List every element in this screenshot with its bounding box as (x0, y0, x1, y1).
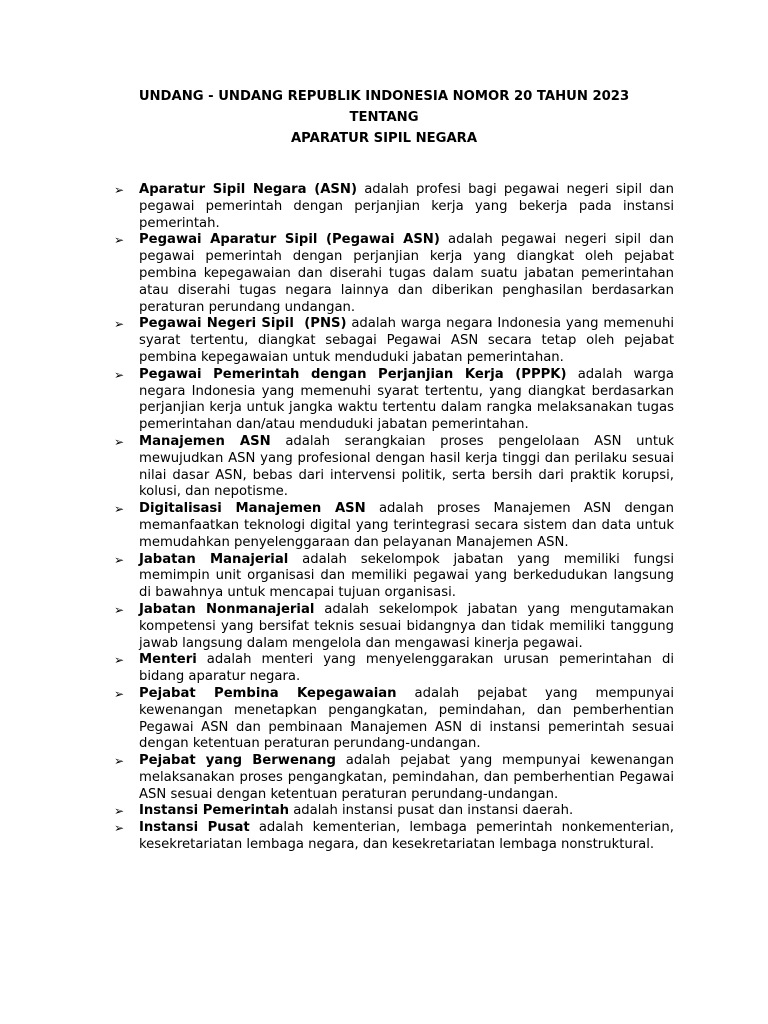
definition-term: Instansi Pusat (139, 820, 250, 836)
definition-term: Jabatan Nonmanajerial (139, 601, 315, 617)
definition-term: Pegawai Negeri Sipil (PNS) (139, 316, 347, 332)
list-item (114, 434, 674, 501)
list-item (114, 501, 674, 551)
definition-text: adalah pejabat yang mempunyai kewenangan melaksanakan proses pengangkatan, pemindahan, dan pemberhentian Pegawai ASN sesuai dengan ketentuan peraturan perundang-undangan. (139, 753, 674, 802)
list-item (114, 602, 674, 652)
list-item (114, 803, 674, 820)
definition-term: Pejabat Pembina Kepegawaian (139, 685, 397, 701)
definition-list (114, 182, 674, 854)
arrow-bullet-icon: ➢ (114, 317, 125, 332)
arrow-bullet-icon: ➢ (114, 821, 125, 836)
definition-text: adalah warga negara Indonesia yang memenuhi syarat tertentu, yang diangkat berdasarkan perjanjian kerja untuk jangka waktu tertentu dalam rangka melaksanakan tugas pemerintahan dan/atau menduduki jabatan pemerintahan. (139, 366, 674, 433)
definition-term: Digitalisasi Manajemen ASN (139, 501, 366, 517)
definition-term: Pegawai Pemerintah dengan Perjanjian Kerja (PPPK) (139, 366, 567, 382)
list-item (114, 367, 674, 434)
arrow-bullet-icon: ➢ (114, 233, 125, 248)
arrow-bullet-icon: ➢ (114, 804, 125, 819)
list-item (114, 232, 674, 316)
list-item (114, 686, 674, 753)
definition-text: adalah proses Manajemen ASN dengan memanfaatkan teknologi digital yang terintegrasi secara sistem dan data untuk memudahkan penyelenggaraan dan pelayanan Manajemen ASN. (139, 501, 674, 550)
law-about-label: TENTANG (349, 110, 419, 125)
list-item (114, 182, 674, 232)
definition-text: adalah sekelompok jabatan yang memiliki fungsi memimpin unit organisasi dan memiliki pegawai yang berkedudukan langsung di bawahnya untuk mencapai tujuan organisasi. (139, 551, 675, 601)
arrow-bullet-icon: ➢ (114, 434, 125, 449)
arrow-bullet-icon: ➢ (114, 686, 125, 701)
list-item (114, 552, 674, 602)
arrow-bullet-icon: ➢ (114, 552, 125, 567)
definition-term: Pegawai Aparatur Sipil (Pegawai ASN) (139, 232, 440, 248)
definition-text: adalah menteri yang menyelenggarakan urusan pemerintahan di bidang aparatur negara. (139, 652, 674, 685)
definition-text: adalah kementerian, lembaga pemerintah nonkementerian, kesekretariatan lembaga negara, dan kesekretariatan lembaga nonstruktural. (139, 820, 674, 853)
arrow-bullet-icon: ➢ (114, 754, 125, 769)
arrow-bullet-icon: ➢ (114, 367, 125, 382)
arrow-bullet-icon: ➢ (114, 653, 125, 668)
definition-term: Pejabat yang Berwenang (139, 753, 336, 769)
list-item (114, 652, 674, 686)
document-header (0, 86, 768, 149)
definition-text: adalah profesi bagi pegawai negeri sipil dan pegawai pemerintah dengan perjanjian kerja yang bekerja pada instansi pemerintah. (139, 182, 675, 231)
definition-term: Jabatan Manajerial (139, 551, 289, 567)
law-subject: APARATUR SIPIL NEGARA (290, 131, 478, 146)
list-item (114, 753, 674, 803)
definition-term: Instansi Pemerintah (139, 803, 289, 819)
definition-term: Menteri (139, 652, 197, 668)
definition-term: Manajemen ASN (139, 433, 271, 449)
definition-text: adalah warga negara Indonesia yang memenuhi syarat tertentu, diangkat sebagai Pegawai ASN secara tetap oleh pejabat pembina kepegawaian untuk menduduki jabatan pemerintahan. (139, 316, 674, 365)
arrow-bullet-icon: ➢ (114, 602, 125, 617)
definition-term: Aparatur Sipil Negara (ASN) (139, 182, 357, 197)
list-item (114, 316, 674, 366)
definition-text: adalah pegawai negeri sipil dan pegawai pemerintah dengan perjanjian kerja yang diangkat oleh pejabat pembina kepegawaian dan diserahi tugas dalam suatu jabatan pemerintahan atau diserahi tugas negara lainnya dan diberikan penghasilan berdasarkan peraturan perundang undangan. (139, 232, 674, 315)
law-title: UNDANG - UNDANG REPUBLIK INDONESIA NOMOR 20 TAHUN 2023 (138, 89, 630, 104)
definition-text: adalah sekelompok jabatan yang mengutamakan kompetensi yang bersifat teknis sesuai bidangnya dan tidak memiliki tanggung jawab langsung dalam mengelola dan mengawasi kinerja pegawai. (139, 601, 674, 651)
definition-text: adalah instansi pusat dan instansi daerah. (289, 803, 574, 819)
definition-text: adalah serangkaian proses pengelolaan ASN untuk mewujudkan ASN yang profesional dengan hasil kerja tinggi dan perilaku sesuai nilai dasar ASN, bebas dari intervensi politik, serta bersih dari praktik korupsi, kolusi, dan nepotisme. (139, 433, 674, 500)
definition-text: adalah pejabat yang mempunyai kewenangan menetapkan pengangkatan, pemindahan, dan pemberhentian Pegawai ASN dan pembinaan Manajemen ASN di instansi pemerintah sesuai dengan ketentuan peraturan perundang-undangan. (139, 685, 674, 752)
list-item (114, 820, 674, 854)
arrow-bullet-icon: ➢ (114, 502, 125, 517)
arrow-bullet-icon: ➢ (114, 183, 125, 197)
